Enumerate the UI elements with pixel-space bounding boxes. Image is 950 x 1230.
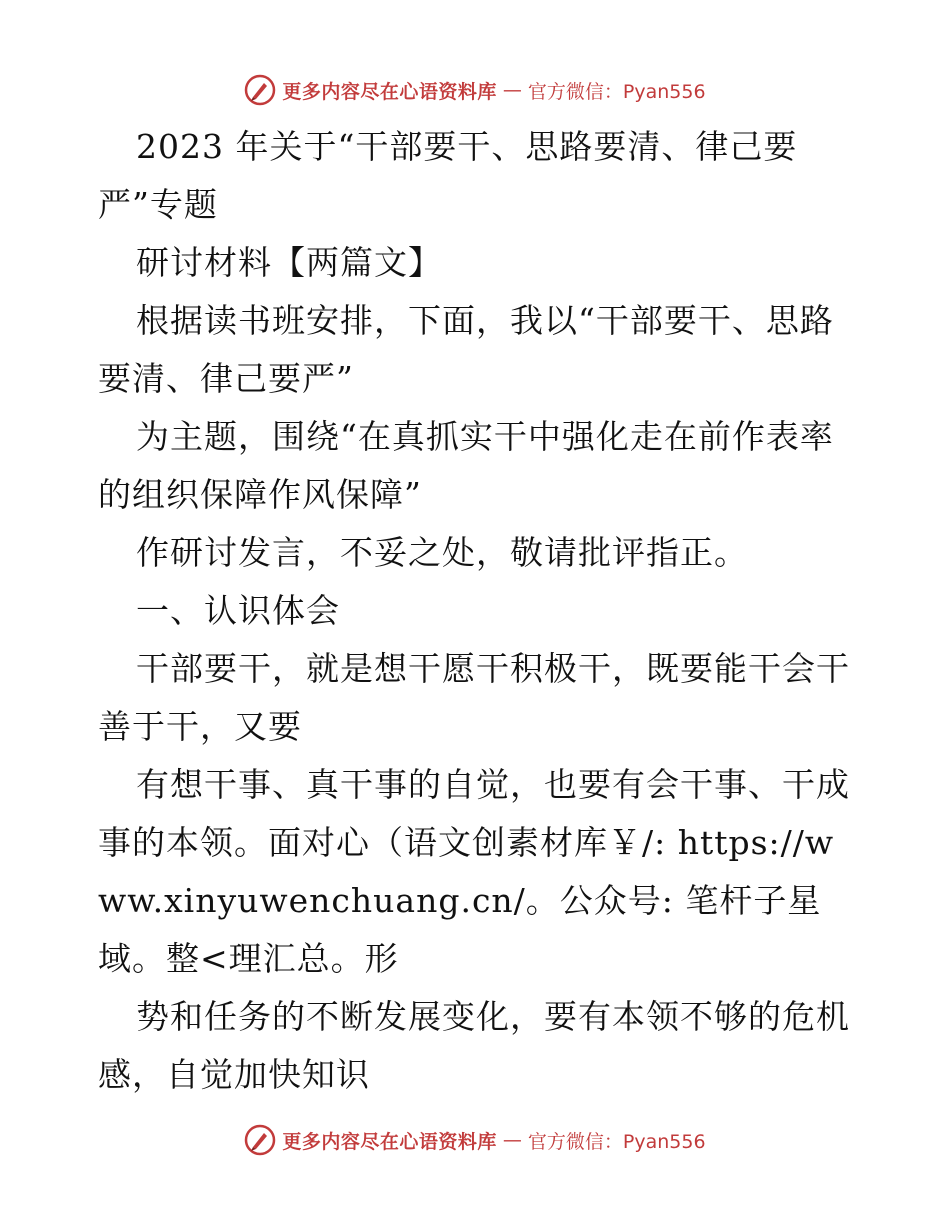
paragraph: 干部要干，就是想干愿干积极干，既要能干会干善于干，又要 <box>98 649 850 746</box>
paragraph: 为主题，围绕“在真抓实干中强化走在前作表率的组织保障作风保障” <box>98 417 834 514</box>
banner-separator: — <box>502 79 522 101</box>
paragraph: 有想干事、真干事的自觉，也要有会干事、干成事的本领。面对心（语文创素材库￥/: https://www.xinyuwenchuang.cn/。公众号: 笔杆子星域。整<理汇总。形 <box>98 765 850 978</box>
footer-watermark-banner <box>0 1120 950 1160</box>
quill-pen-logo-icon <box>244 74 276 106</box>
banner-brand-text: 更多内容尽在心语资料库 <box>282 1130 497 1153</box>
banner-brand-text: 更多内容尽在心语资料库 <box>282 80 497 103</box>
header-watermark-banner <box>0 70 950 110</box>
banner-separator: — <box>502 1129 522 1151</box>
subtitle-line: 研讨材料【两篇文】 <box>136 243 442 282</box>
title-line: 2023 年关于“干部要干、思路要清、律己要严”专题 <box>98 127 798 224</box>
banner-contact-text: 官方微信：Pyan556 <box>527 1130 706 1153</box>
banner-contact-text: 官方微信：Pyan556 <box>527 80 706 103</box>
paragraph: 根据读书班安排，下面，我以“干部要干、思路要清、律己要严” <box>98 301 834 398</box>
document-body <box>98 118 858 1104</box>
quill-pen-logo-icon <box>244 1124 276 1156</box>
section-heading: 一、认识体会 <box>136 591 340 630</box>
paragraph: 作研讨发言，不妥之处，敬请批评指正。 <box>136 533 748 572</box>
paragraph: 势和任务的不断发展变化，要有本领不够的危机感，自觉加快知识 <box>98 997 850 1094</box>
